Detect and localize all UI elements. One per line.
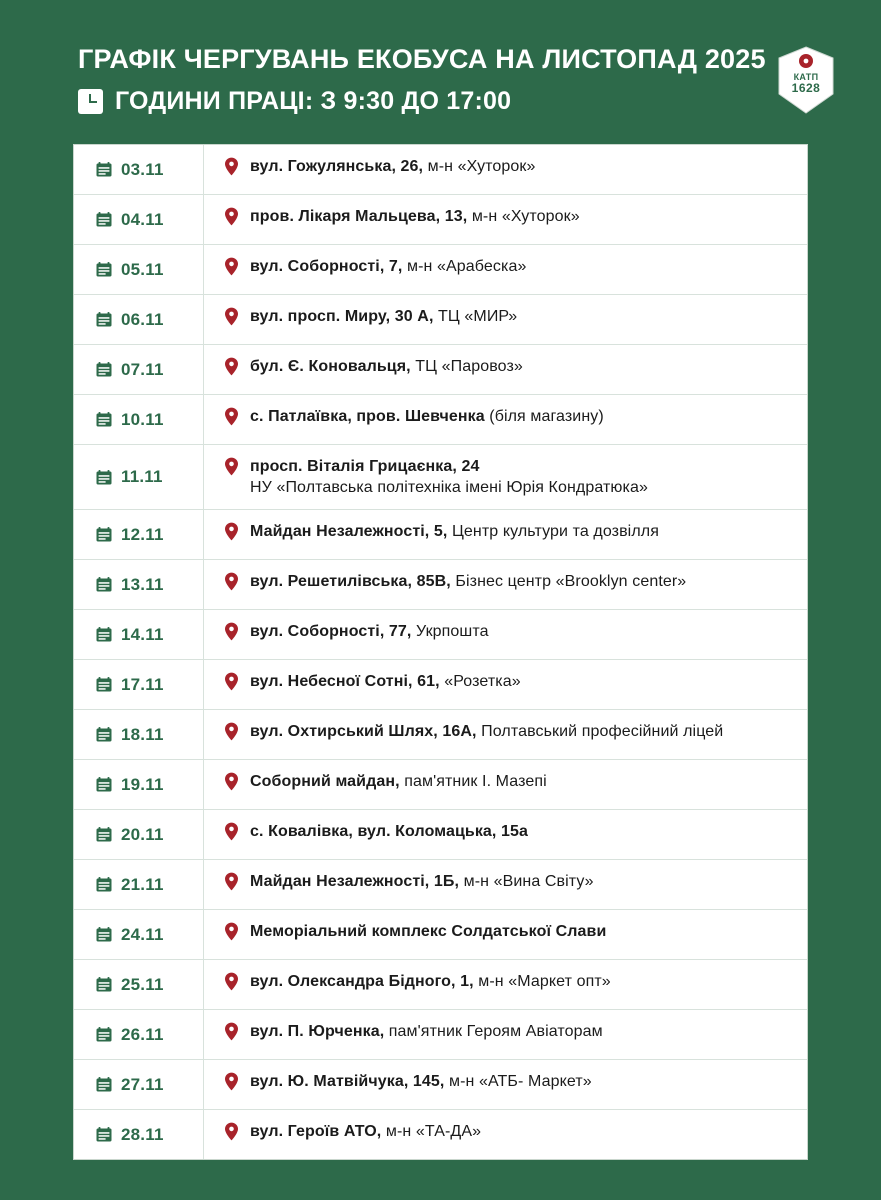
location-text — [250, 206, 580, 227]
date-cell — [74, 1060, 204, 1109]
location-secondary: м-н «Арабеска» — [402, 258, 527, 276]
date-label: 05.11 — [121, 259, 164, 279]
table-row — [74, 560, 807, 610]
table-row — [74, 195, 807, 245]
date-cell — [74, 510, 204, 559]
location-cell — [204, 345, 807, 394]
location-cell — [204, 445, 807, 509]
location-text — [250, 871, 594, 892]
date-cell — [74, 1010, 204, 1059]
calendar-icon — [96, 262, 112, 277]
date-label: 19.11 — [121, 774, 164, 794]
date-cell — [74, 610, 204, 659]
calendar-icon — [96, 212, 112, 227]
calendar-icon — [96, 977, 112, 992]
map-pin-icon — [224, 1071, 250, 1091]
table-row — [74, 1010, 807, 1060]
location-text — [250, 671, 521, 692]
location-secondary: (біля магазину) — [484, 408, 604, 426]
table-row — [74, 1060, 807, 1110]
calendar-icon — [96, 577, 112, 592]
table-row — [74, 295, 807, 345]
table-row — [74, 395, 807, 445]
location-text — [250, 356, 523, 377]
date-cell — [74, 345, 204, 394]
map-pin-icon — [224, 306, 250, 326]
location-primary: бул. Є. Коновальця, — [250, 358, 411, 376]
table-row — [74, 760, 807, 810]
location-text — [250, 306, 517, 327]
calendar-icon — [96, 1027, 112, 1042]
location-primary: вул. Соборності, 77, — [250, 623, 412, 641]
table-row — [74, 610, 807, 660]
company-logo — [775, 46, 837, 114]
location-secondary: ТЦ «МИР» — [433, 308, 518, 326]
date-cell — [74, 810, 204, 859]
location-cell — [204, 810, 807, 859]
date-label: 06.11 — [121, 309, 164, 329]
location-cell — [204, 560, 807, 609]
calendar-icon — [96, 627, 112, 642]
location-secondary: Полтавський професійний ліцей — [476, 723, 724, 741]
date-label: 17.11 — [121, 674, 164, 694]
location-cell — [204, 245, 807, 294]
table-row — [74, 660, 807, 710]
location-text — [250, 521, 659, 542]
location-text — [250, 406, 604, 427]
location-primary: вул. П. Юрченка, — [250, 1023, 385, 1041]
location-text — [250, 571, 686, 592]
date-cell — [74, 960, 204, 1009]
location-text — [250, 621, 489, 642]
table-row — [74, 1110, 807, 1159]
date-label: 18.11 — [121, 724, 164, 744]
page-title: ГРАФІК ЧЕРГУВАНЬ ЕКОБУСА НА ЛИСТОПАД 2025 — [78, 44, 766, 74]
calendar-icon — [96, 927, 112, 942]
date-cell — [74, 910, 204, 959]
calendar-icon — [96, 1127, 112, 1142]
location-primary: вул. Ю. Матвійчука, 145, — [250, 1073, 445, 1091]
date-label: 28.11 — [121, 1124, 164, 1144]
location-cell — [204, 145, 807, 194]
location-cell — [204, 860, 807, 909]
map-pin-icon — [224, 771, 250, 791]
location-cell — [204, 710, 807, 759]
location-cell — [204, 660, 807, 709]
logo-line1: КАТП — [793, 72, 819, 82]
calendar-icon — [96, 312, 112, 327]
calendar-icon — [96, 877, 112, 892]
location-text — [250, 1121, 481, 1142]
location-cell — [204, 760, 807, 809]
schedule-table — [73, 144, 808, 1160]
date-label: 25.11 — [121, 974, 164, 994]
map-pin-icon — [224, 671, 250, 691]
date-label: 26.11 — [121, 1024, 164, 1044]
date-cell — [74, 710, 204, 759]
table-row — [74, 145, 807, 195]
table-row — [74, 345, 807, 395]
location-cell — [204, 1010, 807, 1059]
map-pin-icon — [224, 871, 250, 891]
location-text — [250, 1071, 592, 1092]
location-primary: Майдан Незалежності, 5, — [250, 523, 448, 541]
location-primary: Соборний майдан, — [250, 773, 400, 791]
location-secondary: м-н «ТА-ДА» — [381, 1123, 482, 1141]
location-cell — [204, 1060, 807, 1109]
calendar-icon — [96, 527, 112, 542]
location-secondary: м-н «Маркет опт» — [473, 973, 611, 991]
header-text-block — [78, 44, 775, 116]
date-label: 14.11 — [121, 624, 164, 644]
location-cell — [204, 395, 807, 444]
location-cell — [204, 510, 807, 559]
map-pin-icon — [224, 1121, 250, 1141]
date-cell — [74, 1110, 204, 1159]
location-cell — [204, 295, 807, 344]
location-text — [250, 971, 611, 992]
date-cell — [74, 660, 204, 709]
location-secondary: Бізнес центр «Brooklyn center» — [450, 573, 687, 591]
location-text — [250, 256, 526, 277]
calendar-icon — [96, 827, 112, 842]
calendar-icon — [96, 412, 112, 427]
clock-icon — [78, 89, 103, 114]
calendar-icon — [96, 777, 112, 792]
location-primary: вул. Олександра Бідного, 1, — [250, 973, 474, 991]
location-primary: пров. Лікаря Мальцева, 13, — [250, 208, 468, 226]
date-cell — [74, 860, 204, 909]
location-primary: вул. Охтирський Шлях, 16А, — [250, 723, 477, 741]
logo-text — [775, 72, 837, 94]
map-pin-icon — [224, 356, 250, 376]
location-cell — [204, 1110, 807, 1159]
location-primary: вул. Решетилівська, 85В, — [250, 573, 451, 591]
date-label: 21.11 — [121, 874, 164, 894]
working-hours-row — [78, 87, 775, 116]
table-row — [74, 960, 807, 1010]
date-cell — [74, 195, 204, 244]
table-row — [74, 445, 807, 510]
location-text — [250, 721, 723, 742]
location-cell — [204, 910, 807, 959]
date-cell — [74, 295, 204, 344]
date-cell — [74, 145, 204, 194]
table-row — [74, 510, 807, 560]
table-row — [74, 860, 807, 910]
location-cell — [204, 610, 807, 659]
location-secondary: «Розетка» — [439, 673, 521, 691]
location-primary: с. Патлаївка, пров. Шевченка — [250, 408, 485, 426]
map-pin-icon — [224, 921, 250, 941]
location-line-2: НУ «Полтавська політехніка імені Юрія Кондратюка» — [250, 479, 648, 497]
location-secondary: м-н «АТБ- Маркет» — [444, 1073, 592, 1091]
map-pin-icon — [224, 256, 250, 276]
date-label: 03.11 — [121, 159, 164, 179]
location-secondary: Укрпошта — [411, 623, 489, 641]
location-primary: вул. просп. Миру, 30 А, — [250, 308, 434, 326]
date-label: 13.11 — [121, 574, 164, 594]
date-cell — [74, 760, 204, 809]
date-cell — [74, 395, 204, 444]
calendar-icon — [96, 362, 112, 377]
location-primary: вул. Соборності, 7, — [250, 258, 403, 276]
location-cell — [204, 960, 807, 1009]
date-label: 07.11 — [121, 359, 164, 379]
location-text — [250, 1021, 603, 1042]
logo-line2: 1628 — [791, 81, 821, 95]
location-text — [250, 821, 528, 842]
date-cell — [74, 445, 204, 509]
location-primary: вул. Героїв АТО, — [250, 1123, 382, 1141]
location-secondary: пам'ятник Героям Авіаторам — [384, 1023, 603, 1041]
location-text — [250, 921, 606, 942]
location-secondary: Центр культури та дозвілля — [447, 523, 659, 541]
map-pin-icon — [224, 571, 250, 591]
date-label: 20.11 — [121, 824, 164, 844]
calendar-icon — [96, 677, 112, 692]
table-row — [74, 245, 807, 295]
location-primary: вул. Гожулянська, 26, — [250, 158, 424, 176]
date-label: 11.11 — [121, 467, 163, 487]
map-pin-icon — [224, 521, 250, 541]
map-pin-icon — [224, 1021, 250, 1041]
date-cell — [74, 245, 204, 294]
location-secondary: пам'ятник І. Мазепі — [399, 773, 547, 791]
date-label: 04.11 — [121, 209, 164, 229]
date-label: 12.11 — [121, 524, 164, 544]
location-secondary: ТЦ «Паровоз» — [410, 358, 523, 376]
calendar-icon — [96, 727, 112, 742]
table-row — [74, 910, 807, 960]
date-label: 27.11 — [121, 1074, 164, 1094]
location-secondary: м-н «Вина Світу» — [459, 873, 594, 891]
location-text — [250, 771, 547, 792]
date-label: 24.11 — [121, 924, 164, 944]
map-pin-icon — [224, 621, 250, 641]
location-text — [250, 456, 648, 498]
poster-header — [0, 0, 881, 116]
map-pin-icon — [224, 406, 250, 426]
calendar-icon — [96, 470, 112, 485]
map-pin-icon — [224, 971, 250, 991]
location-primary: Майдан Незалежності, 1Б, — [250, 873, 460, 891]
calendar-icon — [96, 162, 112, 177]
working-hours-text: ГОДИНИ ПРАЦІ: З 9:30 ДО 17:00 — [115, 87, 512, 116]
date-label: 10.11 — [121, 409, 164, 429]
location-secondary: м-н «Хуторок» — [423, 158, 536, 176]
map-pin-icon — [224, 821, 250, 841]
map-pin-icon — [224, 206, 250, 226]
location-primary: с. Ковалівка, вул. Коломацька, 15а — [250, 823, 529, 841]
calendar-icon — [96, 1077, 112, 1092]
map-pin-icon — [224, 456, 250, 476]
map-pin-icon — [224, 721, 250, 741]
location-primary: Меморіальний комплекс Солдатської Слави — [250, 923, 607, 941]
location-primary: просп. Віталія Грицаєнка, 24 — [250, 458, 480, 476]
map-pin-icon — [224, 156, 250, 176]
location-text — [250, 156, 536, 177]
table-row — [74, 810, 807, 860]
date-cell — [74, 560, 204, 609]
location-secondary: м-н «Хуторок» — [467, 208, 580, 226]
location-primary: вул. Небесної Сотні, 61, — [250, 673, 440, 691]
location-cell — [204, 195, 807, 244]
table-row — [74, 710, 807, 760]
